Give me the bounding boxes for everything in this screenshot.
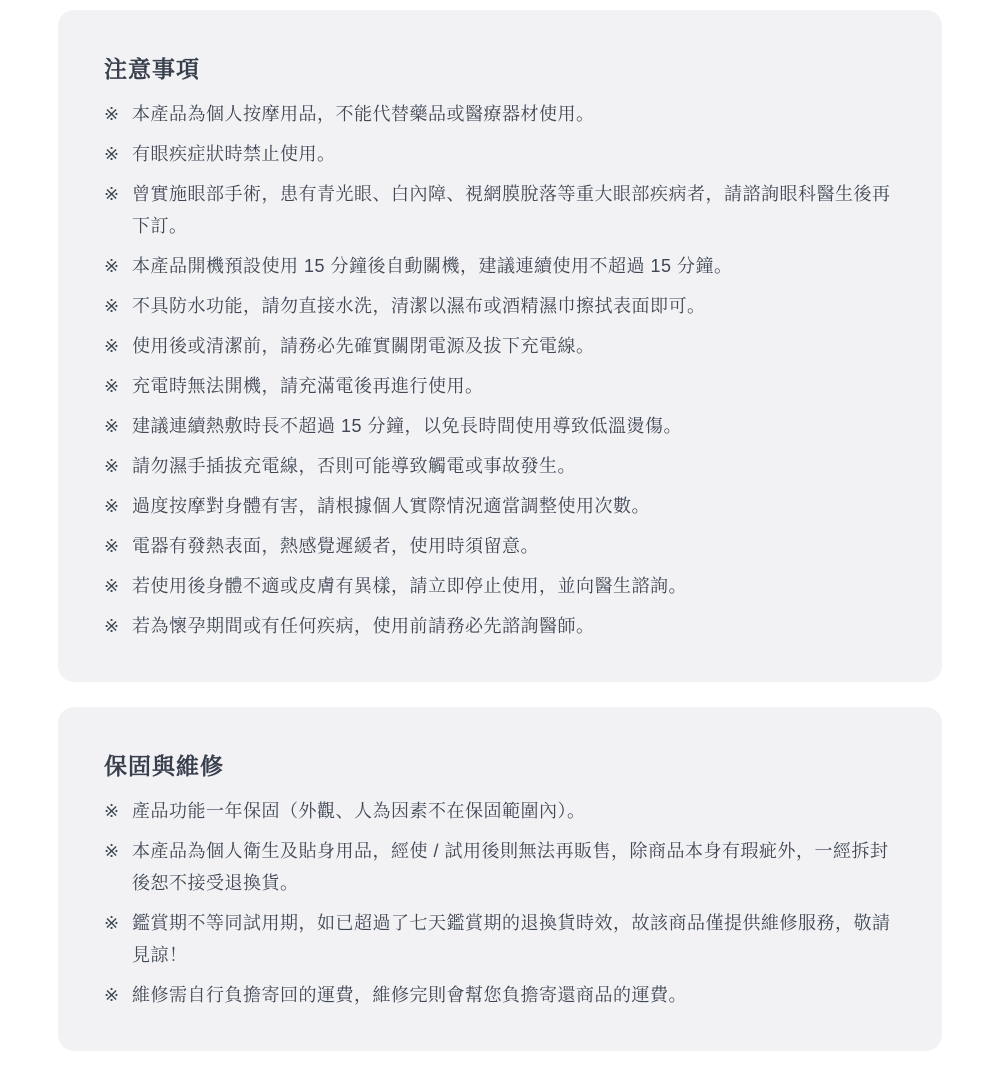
reference-mark-icon: ※ bbox=[104, 616, 120, 636]
list-item bbox=[104, 795, 898, 827]
note-text: 曾實施眼部手術，患有青光眼、白內障、視網膜脫落等重大眼部疾病者，請諮詢眼科醫生後再下訂。 bbox=[132, 184, 891, 236]
note-text: 不具防水功能，請勿直接水洗，清潔以濕布或酒精濕巾擦拭表面即可。 bbox=[132, 296, 706, 316]
list-item bbox=[104, 979, 898, 1011]
reference-mark-icon: ※ bbox=[104, 336, 120, 356]
reference-mark-icon: ※ bbox=[104, 801, 120, 821]
reference-mark-icon: ※ bbox=[104, 376, 120, 396]
precautions-card bbox=[58, 10, 942, 682]
note-text: 本產品為個人按摩用品，不能代替藥品或醫療器材使用。 bbox=[132, 104, 595, 124]
list-item bbox=[104, 835, 898, 899]
warranty-title: 保固與維修 bbox=[104, 753, 224, 779]
reference-mark-icon: ※ bbox=[104, 456, 120, 476]
reference-mark-icon: ※ bbox=[104, 184, 120, 204]
list-item bbox=[104, 370, 898, 402]
note-text: 鑑賞期不等同試用期，如已超過了七天鑑賞期的退換貨時效，故該商品僅提供維修服務，敬請見諒！ bbox=[132, 913, 891, 965]
list-item bbox=[104, 290, 898, 322]
note-text: 建議連續熱敷時長不超過 15 分鐘，以免長時間使用導致低溫燙傷。 bbox=[132, 416, 683, 436]
list-item bbox=[104, 570, 898, 602]
list-item bbox=[104, 98, 898, 130]
note-text: 若使用後身體不適或皮膚有異樣，請立即停止使用，並向醫生諮詢。 bbox=[132, 576, 687, 596]
reference-mark-icon: ※ bbox=[104, 496, 120, 516]
list-item bbox=[104, 490, 898, 522]
note-text: 本產品為個人衛生及貼身用品，經使 / 試用後則無法再販售，除商品本身有瑕疵外，一經拆封後恕不接受退換貨。 bbox=[132, 841, 889, 893]
list-item bbox=[104, 138, 898, 170]
list-item bbox=[104, 250, 898, 282]
list-item bbox=[104, 450, 898, 482]
precautions-list bbox=[104, 98, 898, 642]
list-item bbox=[104, 610, 898, 642]
note-text: 本產品開機預設使用 15 分鐘後自動關機，建議連續使用不超過 15 分鐘。 bbox=[132, 256, 733, 276]
note-text: 過度按摩對身體有害，請根據個人實際情況適當調整使用次數。 bbox=[132, 496, 650, 516]
reference-mark-icon: ※ bbox=[104, 416, 120, 436]
list-item bbox=[104, 330, 898, 362]
reference-mark-icon: ※ bbox=[104, 256, 120, 276]
reference-mark-icon: ※ bbox=[104, 985, 120, 1005]
warranty-card bbox=[58, 707, 942, 1051]
note-text: 有眼疾症狀時禁止使用。 bbox=[132, 144, 336, 164]
list-item bbox=[104, 530, 898, 562]
note-text: 產品功能一年保固（外觀、人為因素不在保固範圍內）。 bbox=[132, 801, 586, 821]
reference-mark-icon: ※ bbox=[104, 913, 120, 933]
note-text: 充電時無法開機，請充滿電後再進行使用。 bbox=[132, 376, 484, 396]
reference-mark-icon: ※ bbox=[104, 576, 120, 596]
note-text: 使用後或清潔前，請務必先確實關閉電源及拔下充電線。 bbox=[132, 336, 595, 356]
reference-mark-icon: ※ bbox=[104, 296, 120, 316]
list-item bbox=[104, 907, 898, 971]
note-text: 請勿濕手插拔充電線，否則可能導致觸電或事故發生。 bbox=[132, 456, 576, 476]
precautions-title: 注意事項 bbox=[104, 56, 200, 82]
warranty-list bbox=[104, 795, 898, 1011]
note-text: 電器有發熱表面，熱感覺遲緩者，使用時須留意。 bbox=[132, 536, 539, 556]
reference-mark-icon: ※ bbox=[104, 104, 120, 124]
reference-mark-icon: ※ bbox=[104, 144, 120, 164]
list-item bbox=[104, 410, 898, 442]
reference-mark-icon: ※ bbox=[104, 536, 120, 556]
list-item bbox=[104, 178, 898, 242]
note-text: 維修需自行負擔寄回的運費，維修完則會幫您負擔寄還商品的運費。 bbox=[132, 985, 687, 1005]
note-text: 若為懷孕期間或有任何疾病，使用前請務必先諮詢醫師。 bbox=[132, 616, 595, 636]
reference-mark-icon: ※ bbox=[104, 841, 120, 861]
